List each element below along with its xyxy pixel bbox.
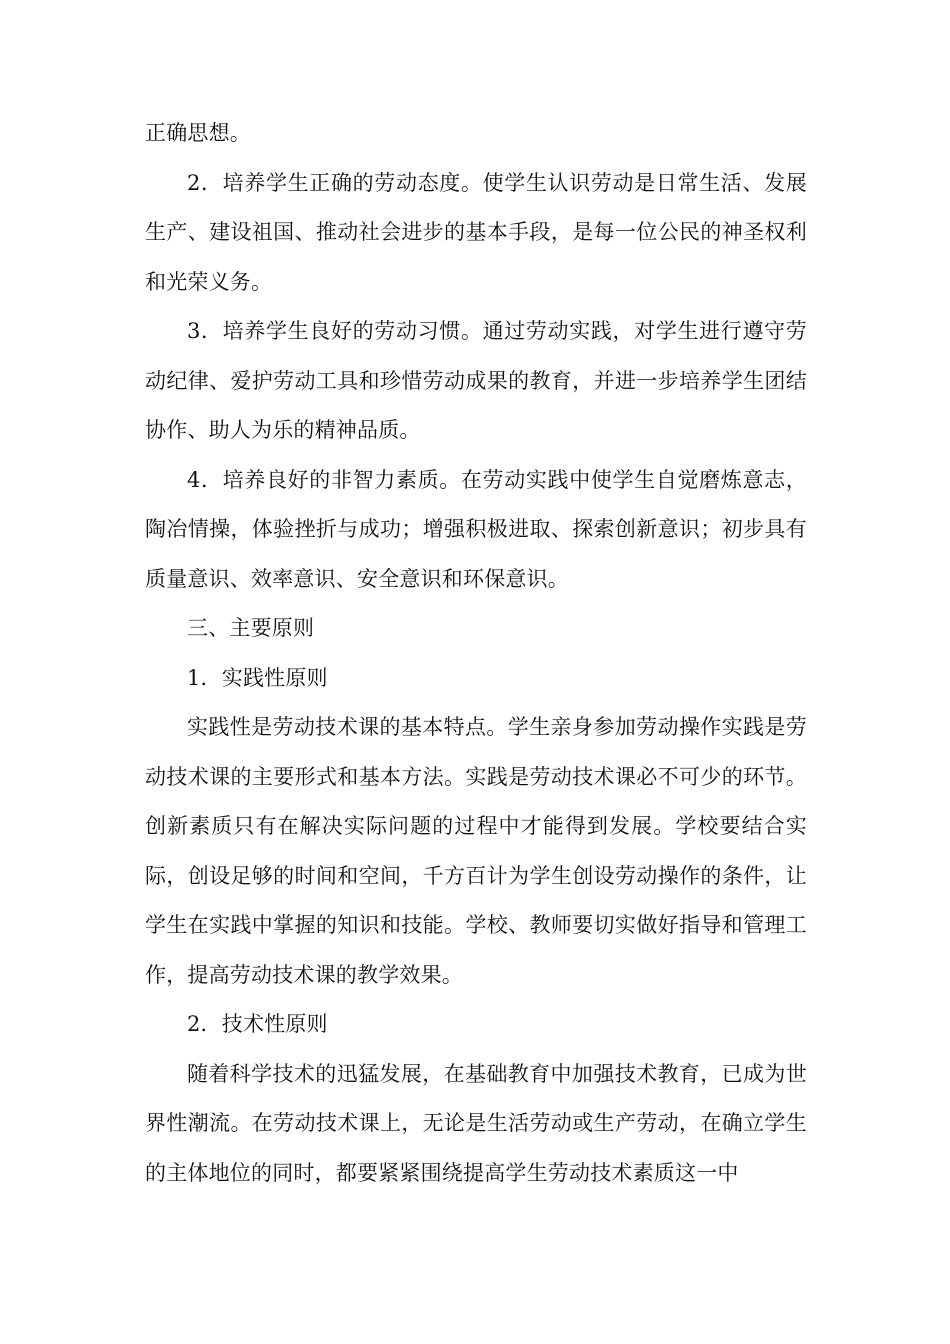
- paragraph-labor-attitude: 2．培养学生正确的劳动态度。使学生认识劳动是日常生活、发展生产、建设祖国、推动社会进步的基本手段，是每一位公民的神圣权利和光荣义务。: [145, 170, 807, 294]
- document-body: [145, 109, 807, 1198]
- subheading-practice-principle: 1．实践性原则: [187, 665, 328, 690]
- paragraph-non-intellectual-quality: 4．培养良好的非智力素质。在劳动实践中使学生自觉磨炼意志，陶冶情操，体验挫折与成功；增强积极进取、探索创新意识；初步具有质量意识、效率意识、安全意识和环保意识。: [145, 467, 807, 591]
- paragraph-continuation: 正确思想。: [145, 121, 251, 145]
- section-heading-main-principles: 三、主要原则: [187, 616, 315, 640]
- subheading-technical-principle: 2．技术性原则: [187, 1012, 328, 1036]
- paragraph-practice-principle: 实践性是劳动技术课的基本特点。学生亲身参加劳动操作实践是劳动技术课的主要形式和基本方法。实践是劳动技术课必不可少的环节。创新素质只有在解决实际问题的过程中才能得到发展。学校要结合实际，创设足够的时间和空间，千方百计为学生创设劳动操作的条件，让学生在实践中掌握的知识和技能。学校、教师要切实做好指导和管理工作，提高劳动技术课的教学效果。: [145, 715, 807, 987]
- paragraph-technical-principle: 随着科学技术的迅猛发展，在基础教育中加强技术教育，已成为世界性潮流。在劳动技术课上，无论是生活劳动或生产劳动，在确立学生的主体地位的同时，都要紧紧围绕提高学生劳动技术素质这一中: [145, 1061, 807, 1185]
- paragraph-labor-habits: 3．培养学生良好的劳动习惯。通过劳动实践，对学生进行遵守劳动纪律、爱护劳动工具和珍惜劳动成果的教育，并进一步培养学生团结协作、助人为乐的精神品质。: [145, 319, 807, 442]
